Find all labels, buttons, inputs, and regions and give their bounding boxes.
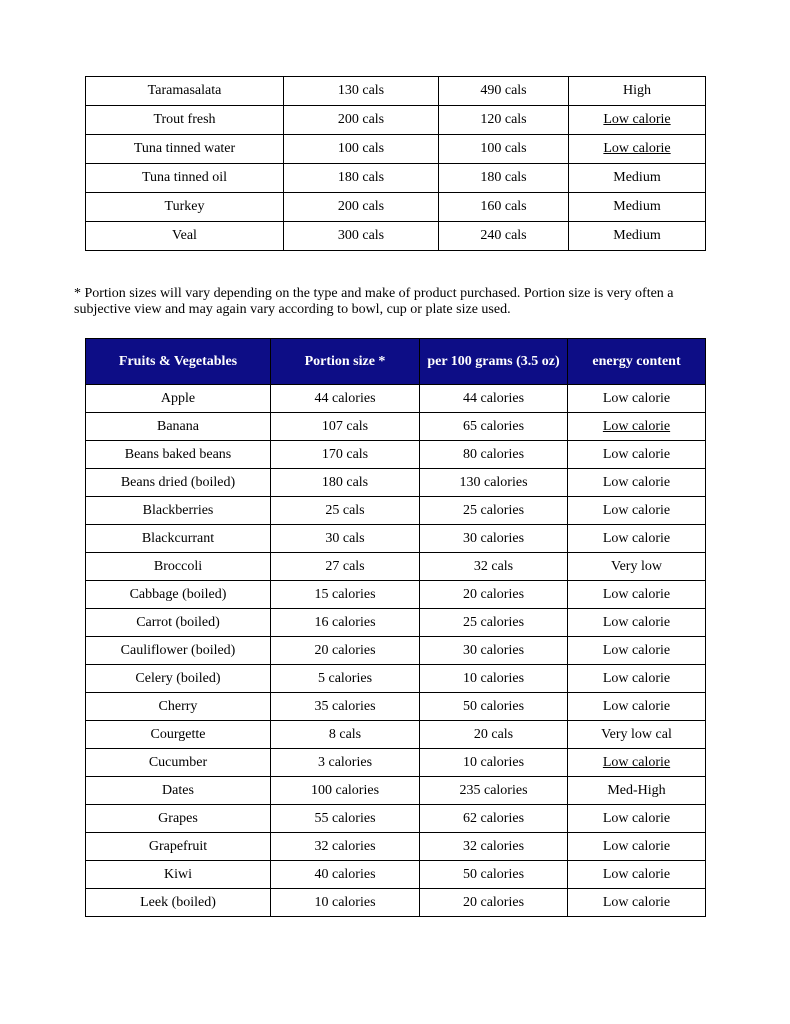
portion-size-cell: 32 calories (271, 833, 420, 861)
portion-size-cell: 100 calories (271, 777, 420, 805)
energy-content-cell: Med-High (568, 777, 706, 805)
per-100g-cell: 80 calories (420, 441, 568, 469)
header-per-100-grams: per 100 grams (3.5 oz) (420, 339, 568, 385)
table-row (86, 106, 706, 135)
portion-size-cell: 55 calories (271, 805, 420, 833)
table-row (86, 665, 706, 693)
portion-size-cell: 16 calories (271, 609, 420, 637)
per-100g-cell: 160 cals (439, 193, 569, 222)
food-name-cell: Tuna tinned oil (86, 164, 284, 193)
per-100g-cell: 62 calories (420, 805, 568, 833)
table-row (86, 721, 706, 749)
energy-content-cell: Low calorie (568, 637, 706, 665)
header-fruits-vegetables: Fruits & Vegetables (86, 339, 271, 385)
energy-content-cell: Low calorie (569, 135, 706, 164)
fruits-vegetables-table-body (86, 385, 706, 917)
table-row (86, 441, 706, 469)
food-name-cell: Dates (86, 777, 271, 805)
meat-fish-table (85, 76, 706, 251)
per-100g-cell: 20 calories (420, 581, 568, 609)
food-name-cell: Beans dried (boiled) (86, 469, 271, 497)
energy-content-cell: Low calorie (568, 665, 706, 693)
food-name-cell: Cabbage (boiled) (86, 581, 271, 609)
portion-size-cell: 200 cals (284, 193, 439, 222)
per-100g-cell: 32 cals (420, 553, 568, 581)
energy-content-cell: Low calorie (568, 805, 706, 833)
food-name-cell: Beans baked beans (86, 441, 271, 469)
fruits-vegetables-header (86, 339, 706, 385)
food-name-cell: Cucumber (86, 749, 271, 777)
table-row (86, 861, 706, 889)
energy-content-cell: Medium (569, 222, 706, 251)
per-100g-cell: 180 cals (439, 164, 569, 193)
table-row (86, 581, 706, 609)
energy-content-cell: Low calorie (568, 581, 706, 609)
energy-content-cell: High (569, 77, 706, 106)
table-row (86, 385, 706, 413)
food-name-cell: Trout fresh (86, 106, 284, 135)
energy-content-cell: Low calorie (568, 833, 706, 861)
per-100g-cell: 50 calories (420, 693, 568, 721)
table-row (86, 637, 706, 665)
portion-size-cell: 40 calories (271, 861, 420, 889)
food-name-cell: Taramasalata (86, 77, 284, 106)
energy-content-cell: Low calorie (568, 889, 706, 917)
table-row (86, 135, 706, 164)
energy-content-cell: Medium (569, 164, 706, 193)
food-name-cell: Turkey (86, 193, 284, 222)
food-name-cell: Kiwi (86, 861, 271, 889)
portion-size-cell: 100 cals (284, 135, 439, 164)
food-name-cell: Blackberries (86, 497, 271, 525)
energy-content-cell: Medium (569, 193, 706, 222)
portion-size-cell: 180 cals (271, 469, 420, 497)
table-row (86, 749, 706, 777)
per-100g-cell: 44 calories (420, 385, 568, 413)
table-row (86, 805, 706, 833)
food-name-cell: Cherry (86, 693, 271, 721)
portion-size-cell: 130 cals (284, 77, 439, 106)
energy-content-cell: Very low cal (568, 721, 706, 749)
energy-content-cell: Low calorie (568, 497, 706, 525)
food-name-cell: Celery (boiled) (86, 665, 271, 693)
per-100g-cell: 120 cals (439, 106, 569, 135)
energy-content-cell: Low calorie (568, 609, 706, 637)
table-row (86, 609, 706, 637)
portion-size-cell: 27 cals (271, 553, 420, 581)
table-row (86, 525, 706, 553)
table-row (86, 693, 706, 721)
energy-content-cell: Low calorie (568, 861, 706, 889)
per-100g-cell: 25 calories (420, 609, 568, 637)
header-energy-content: energy content (568, 339, 706, 385)
meat-fish-table-body (86, 77, 706, 251)
portion-size-cell: 3 calories (271, 749, 420, 777)
portion-size-cell: 44 calories (271, 385, 420, 413)
table-row (86, 413, 706, 441)
energy-content-cell: Low calorie (568, 749, 706, 777)
food-name-cell: Grapefruit (86, 833, 271, 861)
per-100g-cell: 65 calories (420, 413, 568, 441)
energy-content-cell: Very low (568, 553, 706, 581)
per-100g-cell: 32 calories (420, 833, 568, 861)
food-name-cell: Broccoli (86, 553, 271, 581)
per-100g-cell: 20 calories (420, 889, 568, 917)
table-row (86, 193, 706, 222)
per-100g-cell: 30 calories (420, 637, 568, 665)
per-100g-cell: 10 calories (420, 749, 568, 777)
table-row (86, 889, 706, 917)
header-row (86, 339, 706, 385)
per-100g-cell: 235 calories (420, 777, 568, 805)
table-row (86, 553, 706, 581)
food-name-cell: Cauliflower (boiled) (86, 637, 271, 665)
table-row (86, 497, 706, 525)
per-100g-cell: 130 calories (420, 469, 568, 497)
portion-size-cell: 25 cals (271, 497, 420, 525)
portion-size-cell: 200 cals (284, 106, 439, 135)
per-100g-cell: 30 calories (420, 525, 568, 553)
per-100g-cell: 240 cals (439, 222, 569, 251)
per-100g-cell: 10 calories (420, 665, 568, 693)
portion-size-cell: 180 cals (284, 164, 439, 193)
energy-content-cell: Low calorie (568, 693, 706, 721)
portion-size-cell: 5 calories (271, 665, 420, 693)
fruits-vegetables-table (85, 338, 706, 917)
table-row (86, 222, 706, 251)
per-100g-cell: 100 cals (439, 135, 569, 164)
portion-size-cell: 107 cals (271, 413, 420, 441)
table-row (86, 777, 706, 805)
food-name-cell: Banana (86, 413, 271, 441)
portion-size-cell: 8 cals (271, 721, 420, 749)
portion-size-cell: 10 calories (271, 889, 420, 917)
food-name-cell: Tuna tinned water (86, 135, 284, 164)
energy-content-cell: Low calorie (568, 525, 706, 553)
energy-content-cell: Low calorie (568, 469, 706, 497)
food-name-cell: Courgette (86, 721, 271, 749)
per-100g-cell: 50 calories (420, 861, 568, 889)
food-name-cell: Blackcurrant (86, 525, 271, 553)
portion-size-cell: 170 cals (271, 441, 420, 469)
portion-size-cell: 30 cals (271, 525, 420, 553)
table-row (86, 164, 706, 193)
per-100g-cell: 490 cals (439, 77, 569, 106)
portion-size-cell: 35 calories (271, 693, 420, 721)
per-100g-cell: 20 cals (420, 721, 568, 749)
food-name-cell: Leek (boiled) (86, 889, 271, 917)
energy-content-cell: Low calorie (568, 441, 706, 469)
food-name-cell: Veal (86, 222, 284, 251)
header-portion-size: Portion size * (271, 339, 420, 385)
table-row (86, 77, 706, 106)
energy-content-cell: Low calorie (568, 385, 706, 413)
food-name-cell: Carrot (boiled) (86, 609, 271, 637)
portion-size-cell: 15 calories (271, 581, 420, 609)
portion-size-cell: 300 cals (284, 222, 439, 251)
per-100g-cell: 25 calories (420, 497, 568, 525)
energy-content-cell: Low calorie (569, 106, 706, 135)
food-name-cell: Grapes (86, 805, 271, 833)
table-row (86, 833, 706, 861)
table-row (86, 469, 706, 497)
energy-content-cell: Low calorie (568, 413, 706, 441)
portion-note: * Portion sizes will vary depending on the type and make of product purchased. Portion size is very often a subjective view and may again vary according to bowl, cup or plate size used. (74, 286, 674, 317)
food-name-cell: Apple (86, 385, 271, 413)
portion-size-cell: 20 calories (271, 637, 420, 665)
